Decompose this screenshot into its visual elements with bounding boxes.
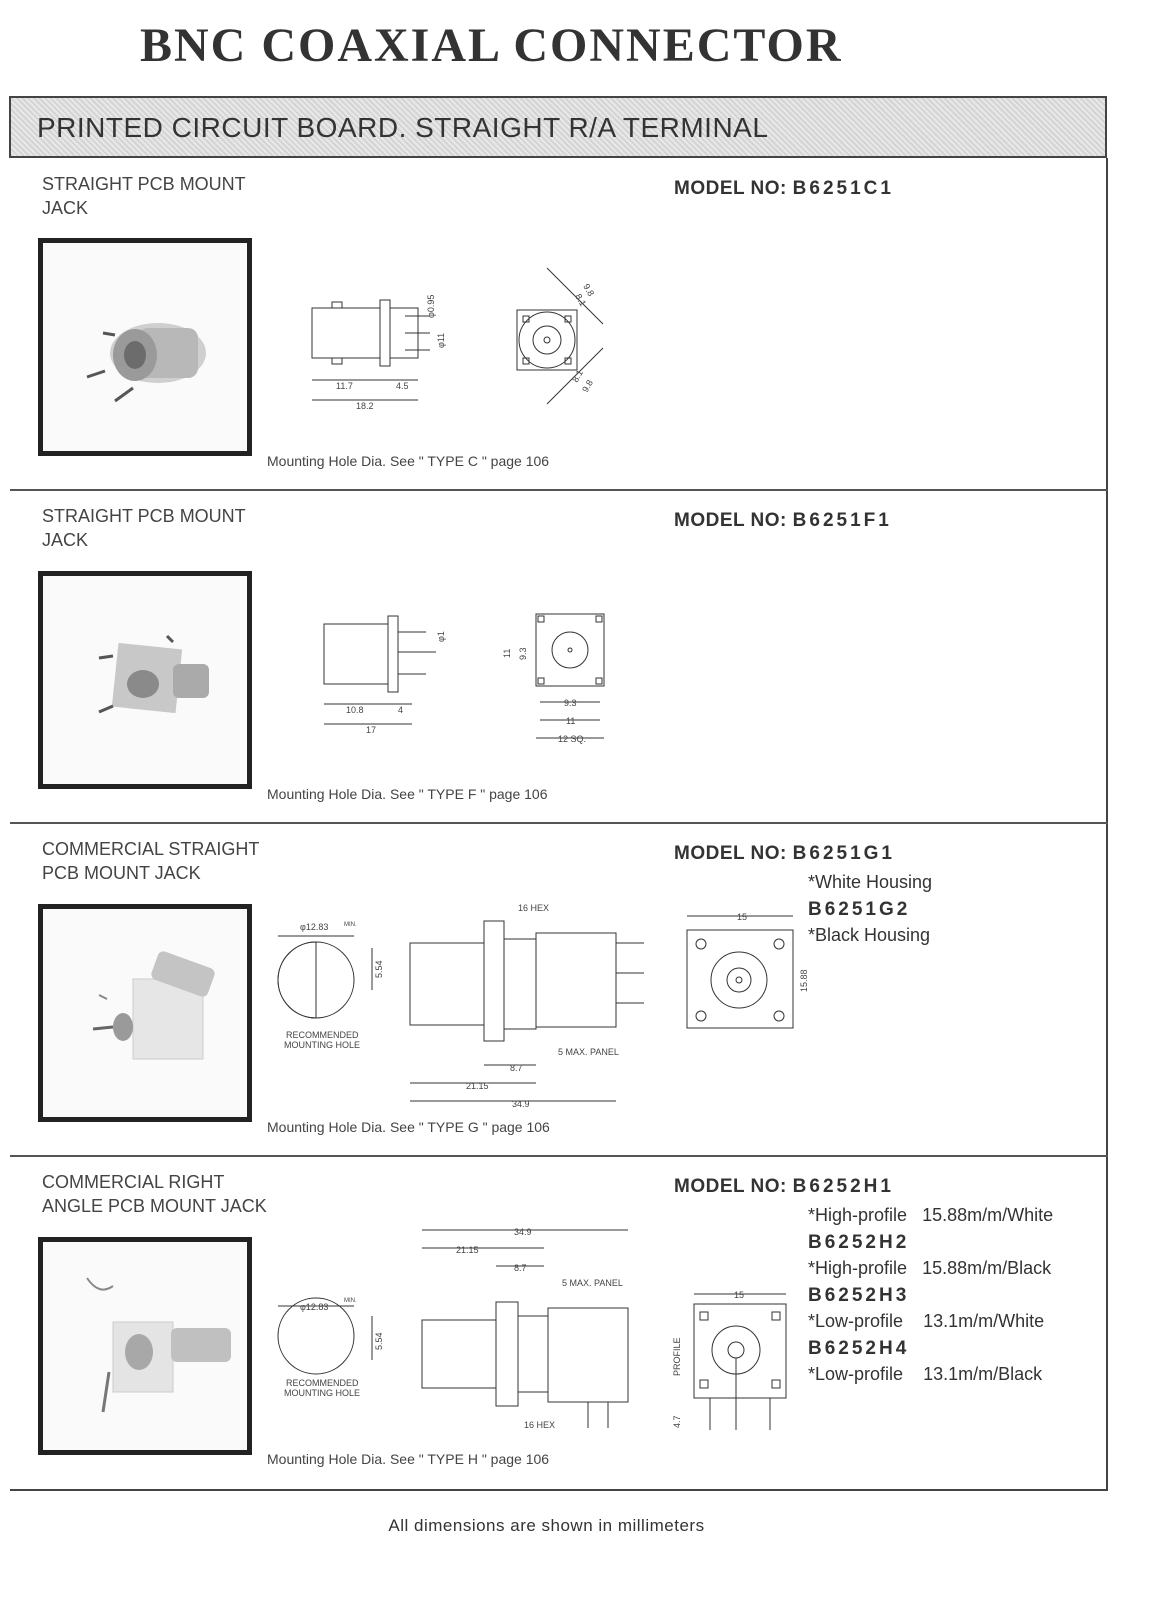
dim-label: 4.7 xyxy=(672,1415,682,1428)
product-photo xyxy=(38,1237,252,1455)
side-view-drawing xyxy=(408,903,658,1113)
mounting-hole-note: Mounting Hole Dia. See " TYPE F " page 106 xyxy=(267,786,548,802)
dim-label: MIN. xyxy=(344,922,357,928)
front-view-drawing xyxy=(685,908,815,1043)
dim-label: φ0.95 xyxy=(426,294,436,318)
product-section-b6251g xyxy=(10,823,1108,1155)
dim-label: RECOMMENDED xyxy=(286,1378,359,1388)
dim-label: 12 SQ. xyxy=(558,734,587,744)
dim-label: 11.7 xyxy=(336,381,353,391)
product-title: COMMERCIAL RIGHT ANGLE PCB MOUNT JACK xyxy=(42,1172,267,1216)
dim-label: 8.1 xyxy=(573,292,589,308)
product-section-b6251c1 xyxy=(10,158,1108,489)
dim-label: 17 xyxy=(366,725,377,735)
dim-label: 5.54 xyxy=(374,1332,384,1350)
dim-label: 5 MAX. PANEL xyxy=(558,1047,619,1057)
model-number: MODEL NO: B6251F1 xyxy=(674,510,892,531)
dim-label: 16 HEX xyxy=(524,1420,556,1430)
variant-code: B6252H3 xyxy=(808,1284,910,1306)
model-number: MODEL NO: B6251C1 xyxy=(674,178,894,199)
mounting-hole-note: Mounting Hole Dia. See " TYPE C " page 106 xyxy=(267,453,550,469)
variant-note: *White Housing xyxy=(808,872,933,892)
dim-label: MOUNTING HOLE xyxy=(284,1388,361,1398)
dim-label: 11 xyxy=(566,716,576,726)
dim-label: RECOMMENDED xyxy=(286,1030,359,1040)
product-photo xyxy=(38,904,252,1122)
mounting-hole-drawing xyxy=(272,1256,392,1401)
mounting-hole-note: Mounting Hole Dia. See " TYPE H " page 106 xyxy=(267,1451,550,1467)
dim-label: 11 xyxy=(502,648,512,658)
side-view-drawing xyxy=(310,288,450,413)
dim-label: MIN. xyxy=(344,1298,357,1304)
variant-code: B6252H2 xyxy=(808,1231,910,1253)
dim-label: 34.9 xyxy=(514,1227,532,1237)
product-section-b6251f1 xyxy=(10,490,1108,822)
dim-label: 8.7 xyxy=(510,1063,523,1073)
page-title: BNC COAXIAL CONNECTOR xyxy=(140,19,843,72)
product-title: COMMERCIAL STRAIGHT PCB MOUNT JACK xyxy=(42,839,260,883)
category-banner xyxy=(9,96,1107,158)
mounting-hole-drawing xyxy=(272,908,392,1050)
model-number: MODEL NO: B6251G1 xyxy=(674,843,895,864)
dim-label: 9.3 xyxy=(518,647,528,660)
dim-label: MOUNTING HOLE xyxy=(284,1040,361,1050)
front-view-drawing xyxy=(505,268,625,413)
dim-label: 34.9 xyxy=(512,1099,530,1109)
dim-label: 21.15 xyxy=(456,1245,479,1255)
variant-row: *Low-profile 13.1m/m/Black xyxy=(808,1364,1043,1384)
dim-label: φ11 xyxy=(436,332,446,348)
footer-note: All dimensions are shown in millimeters xyxy=(388,1516,705,1535)
dim-label: 9.3 xyxy=(564,698,577,708)
model-number: MODEL NO: B6252H1 xyxy=(674,1176,894,1197)
dim-label: φ12.83 xyxy=(300,1302,329,1312)
mounting-hole-note: Mounting Hole Dia. See " TYPE G " page 106 xyxy=(267,1119,550,1135)
side-view-drawing xyxy=(410,1222,650,1447)
dim-label: 16 HEX xyxy=(518,903,550,913)
variant-code: B6252H4 xyxy=(808,1337,910,1359)
product-photo xyxy=(38,571,252,789)
model-variants xyxy=(808,1205,1053,1391)
product-title: STRAIGHT PCB MOUNT JACK xyxy=(42,174,246,218)
dim-label: 10.8 xyxy=(346,705,364,715)
dim-label: 15 xyxy=(737,912,748,922)
front-view-drawing xyxy=(670,1288,800,1453)
dim-label: 15.88 xyxy=(799,969,809,992)
product-section-b6252h xyxy=(10,1156,1108,1490)
dim-label: 18.2 xyxy=(356,401,374,411)
dim-label: 15 xyxy=(734,1290,745,1300)
product-photo xyxy=(38,238,252,456)
dim-label: 8.1 xyxy=(570,368,585,384)
side-view-drawing xyxy=(320,612,460,747)
dim-label: φ1 xyxy=(436,631,446,642)
dim-label: PROFILE xyxy=(672,1337,682,1376)
dim-label: 9.8 xyxy=(580,378,595,394)
dim-label: 9.8 xyxy=(581,282,597,298)
dim-label: 8.7 xyxy=(514,1263,527,1273)
dim-label: 5.54 xyxy=(374,960,384,978)
product-title: STRAIGHT PCB MOUNT JACK xyxy=(42,506,246,550)
variant-code: B6251G2 xyxy=(808,898,911,920)
dim-label: 4 xyxy=(398,705,404,715)
model-variants xyxy=(808,872,932,952)
front-view-drawing xyxy=(502,608,632,758)
dim-label: 4.5 xyxy=(396,381,409,391)
dim-label: φ12.83 xyxy=(300,922,329,932)
variant-row: *Low-profile 13.1m/m/White xyxy=(808,1311,1045,1331)
variant-note: *Black Housing xyxy=(808,925,931,945)
banner-text: PRINTED CIRCUIT BOARD. STRAIGHT R/A TERMINAL xyxy=(37,112,769,143)
variant-row: *High-profile 15.88m/m/White xyxy=(808,1205,1054,1225)
dim-label: 5 MAX. PANEL xyxy=(562,1278,623,1288)
variant-row: *High-profile 15.88m/m/Black xyxy=(808,1258,1052,1278)
dim-label: 21.15 xyxy=(466,1081,489,1091)
